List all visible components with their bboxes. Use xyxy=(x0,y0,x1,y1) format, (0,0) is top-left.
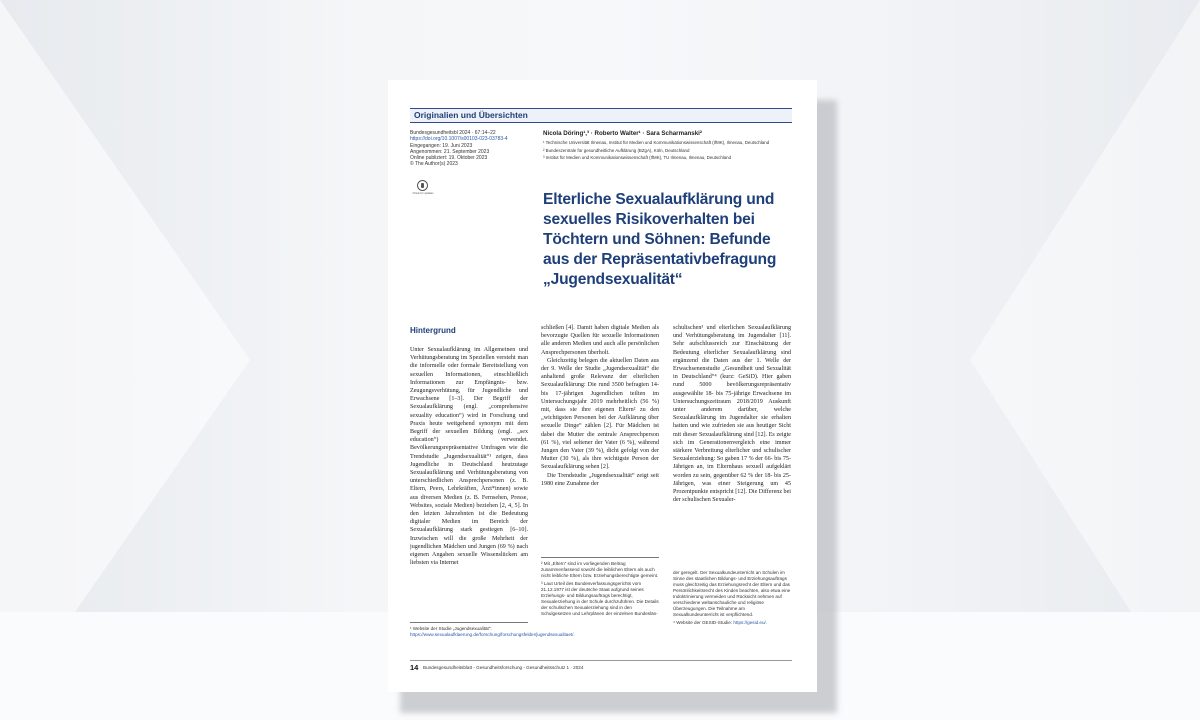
footnote-text: ⁴ Website der GESID-Studie: xyxy=(673,620,733,625)
affiliation: ³ Institut für Medien und Kommunikationswissenschaft (IfMK), TU Ilmenau, Ilmenau, Deutschland xyxy=(543,155,732,161)
doi-link[interactable]: https://doi.org/10.1007/s00103-023-03783-4 xyxy=(410,136,508,143)
title-line: Elterliche Sexualaufklärung und xyxy=(543,191,775,208)
author-list: Nicola Döring¹,³ · Roberto Walter¹ · Sara Scharmanski² xyxy=(543,130,702,137)
body-column-1 xyxy=(410,346,528,614)
paragraph: schließen [4]. Damit haben digitale Medien als bevorzugte Quellen für sexuelle Informationen alle anderen Medien und auch alle persönlichen Ansprechpersonen überholt. xyxy=(541,325,659,356)
paragraph: Unter Sexualaufklärung im Allgemeinen und Verhütungsberatung im Speziellen versteht man die informelle oder formale Bereitstellung von sexuellen Informationen, einschließlich Informationen zur Empfängnis- bzw. Zeugungsverhütung, für Jugendliche und Erwachsene [1–3]. Der Begriff der Sexualaufklärung (engl. „comprehensive sexuality education“) wird in Forschung und Praxis heute weitgehend synonym mit dem Begriff der sexuellen Bildung (engl. „sex education“) verwendet. Bevölkerungsrepräsentative Umfragen wie die Trendstudie „Jugendsexualität“¹ zeigen, dass Jugendliche in Deutschland heutzutage Sexualaufklärung und Verhütungsberatung von unterschiedlichen Ansprechpersonen (z. B. Eltern, Peers, Lehrkräften, Ärzt*innen) sowie aus diversen Medien (z. B. Fernsehen, Presse, Websites, soziale Medien) beziehen [2, 4, 5]. In den letzten Jahrzehnten ist die Bedeutung digitaler Medien im Bereich der Sexualaufklärung stark gestiegen [6–10]. Inzwischen will die große Mehrheit der jugendlichen Mädchen und Jungen (69 %) nach eigenen Angaben sexuelle Wissenslücken am liebsten via Internet xyxy=(410,347,528,567)
footnotes-3-4 xyxy=(673,570,791,628)
footnote-text: ³ Laut Urteil des Bundesverfassungsgerichts vom 21.12.1977 ist der deutsche Staat aufgrund seines Erziehungs- und Bildungsauftrags berechtigt, Sexualerziehung in der Schule durchzuführen. Die Details der schulischen Sexualerziehung sind in den Schulgesetzen und Lehrplänen der einzelnen Bundeslän- xyxy=(541,581,659,616)
section-header xyxy=(410,108,792,123)
citation: Bundesgesundheitsbl 2024 · 67:14–22 xyxy=(410,130,496,136)
crossmark-badge[interactable] xyxy=(414,180,432,202)
title-line: sexuelles Risikoverhalten bei xyxy=(543,211,755,228)
paragraph: Die Trendstudie „Jugendsexualität“ zeigt seit 1980 eine Zunahme der xyxy=(541,472,659,487)
published-date: Online publiziert: 19. Oktober 2023 xyxy=(410,155,488,162)
journal-footer: Bundesgesundheitsblatt - Gesundheitsforschung - Gesundheitsschutz 1 · 2024 xyxy=(423,665,584,670)
article-page xyxy=(388,80,817,692)
crossmark-bookmark-icon xyxy=(421,183,424,188)
paragraph: schulischen³ und elterlichen Sexualaufklärung und Verhütungsberatung im Jugendalter [11]. Sehr aufschlussreich zur Einschätzung der Bedeutung elterlicher Sexualaufklärung sind ergänzend die Daten aus der 1. Welle der Erwachsenenstudie „Gesundheit und Sexualität in Deutschland“⁴ (kurz: GeSiD). Hier gaben rund 5000 bevölkerungsrepräsentativ ausgewählte 18- bis 75-jährige Erwachsene im Untersuchungszeitraum 2018/2019 Auskunft unter anderem darüber, welche Sexualaufklärung im Jugendalter sie erhalten hatten und wie zufrieden sie aus heutiger Sicht mit dieser Sexualaufklärung sind [12]. Es zeigte sich im Generationenvergleich eine immer stärkere Verbreitung elterlicher und schulischer Sexualerziehung: So gaben 17 % der 66- bis 75-Jährigen an, im Elternhaus sexuell aufgeklärt worden zu sein, gegenüber 62 % der 18- bis 25-Jährigen, was einer Steigerung um 45 Prozentpunkte entspricht [12]. Die Differenz bei der schulischen Sexualer- xyxy=(673,325,791,504)
accepted-date: Angenommen: 21. September 2023 xyxy=(410,148,490,155)
affiliations xyxy=(543,140,793,163)
footnote-text: ² Mit „Eltern“ sind im vorliegenden Beitrag zusammenfassend sowohl die leiblichen Eltern als auch nicht leibliche Eltern bzw. Erziehungsberechtigte gemeint. xyxy=(541,561,659,578)
footnotes-2-3 xyxy=(541,557,659,657)
copyright: © The Author(s) 2023 xyxy=(410,161,458,168)
footnote-link[interactable]: https://gesid.eu/. xyxy=(733,620,768,625)
received-date: Eingegangen: 19. Juni 2023 xyxy=(410,142,473,149)
affiliation: ¹ Technische Universität Ilmenau, Institut für Medien und Kommunikationswissenschaft (IfMK), Ilmenau, Deutschland xyxy=(543,140,770,145)
section-title: Originalien und Übersichten xyxy=(414,110,528,120)
paragraph: Gleichzeitig belegen die aktuellen Daten aus der 9. Welle der Studie „Jugendsexualität“ die anhaltend große Relevanz der elterlichen Sexualaufklärung: Die rund 3500 befragten 14- bis 17-jährigen Jugendlichen teilten im Untersuchungsjahr 2019 mehrheitlich (56 %) mit, dass sie ihre eigenen Eltern² zu den „wichtigsten Personen bei der Aufklärung über sexuelle Dinge“ zählen [2]. Für Mädchen ist dabei die Mutter die zentrale Ansprechperson (61 %), viel seltener der Vater (6 %), während Jungen den Vater (39 %), dicht gefolgt von der Mutter (30 %), als ihre wichtigste Person der Sexualaufklärung sehen [2]. xyxy=(541,357,659,471)
title-line: „Jugendsexualität“ xyxy=(543,271,683,288)
article-title xyxy=(543,190,805,290)
footnote-text: der geregelt. Der Sexualkundeunterricht an Schulen im Sinne des staatlichen Bildungs- und Erziehungsauftrags muss gleichzeitig das Erziehungsrecht der Eltern und das Persönlichkeitsrecht des Kindes beachten, also etwa eine Indoktrinierung vermeiden und Rücksicht nehmen auf verschiedene weltanschauliche und religiöse Überzeugungen. Die Teilnahme am Sexualkundeunterricht ist verpflichtend. xyxy=(673,570,791,617)
body-column-2 xyxy=(541,324,659,542)
footnote-1 xyxy=(410,622,575,640)
body-column-3 xyxy=(673,324,791,564)
section-heading: Hintergrund xyxy=(410,326,456,335)
title-line: Töchtern und Söhnen: Befunde xyxy=(543,231,771,248)
affiliation: ² Bundeszentrale für gesundheitliche Aufklärung (BZgA), Köln, Deutschland xyxy=(543,147,690,153)
footnote-text: ¹ Website der Studie „Jugendsexualität“: xyxy=(410,626,492,631)
page-number: 14 xyxy=(410,663,419,672)
article-meta xyxy=(410,130,550,168)
footer-divider xyxy=(410,660,792,661)
title-line: aus der Repräsentativbefragung xyxy=(543,251,777,268)
crossmark-label: Check for updates xyxy=(412,192,434,195)
footnote-link[interactable]: https://www.sexualaufklaerung.de/forschung/forschungsfelder/jugendsexualitaet/. xyxy=(410,632,575,637)
